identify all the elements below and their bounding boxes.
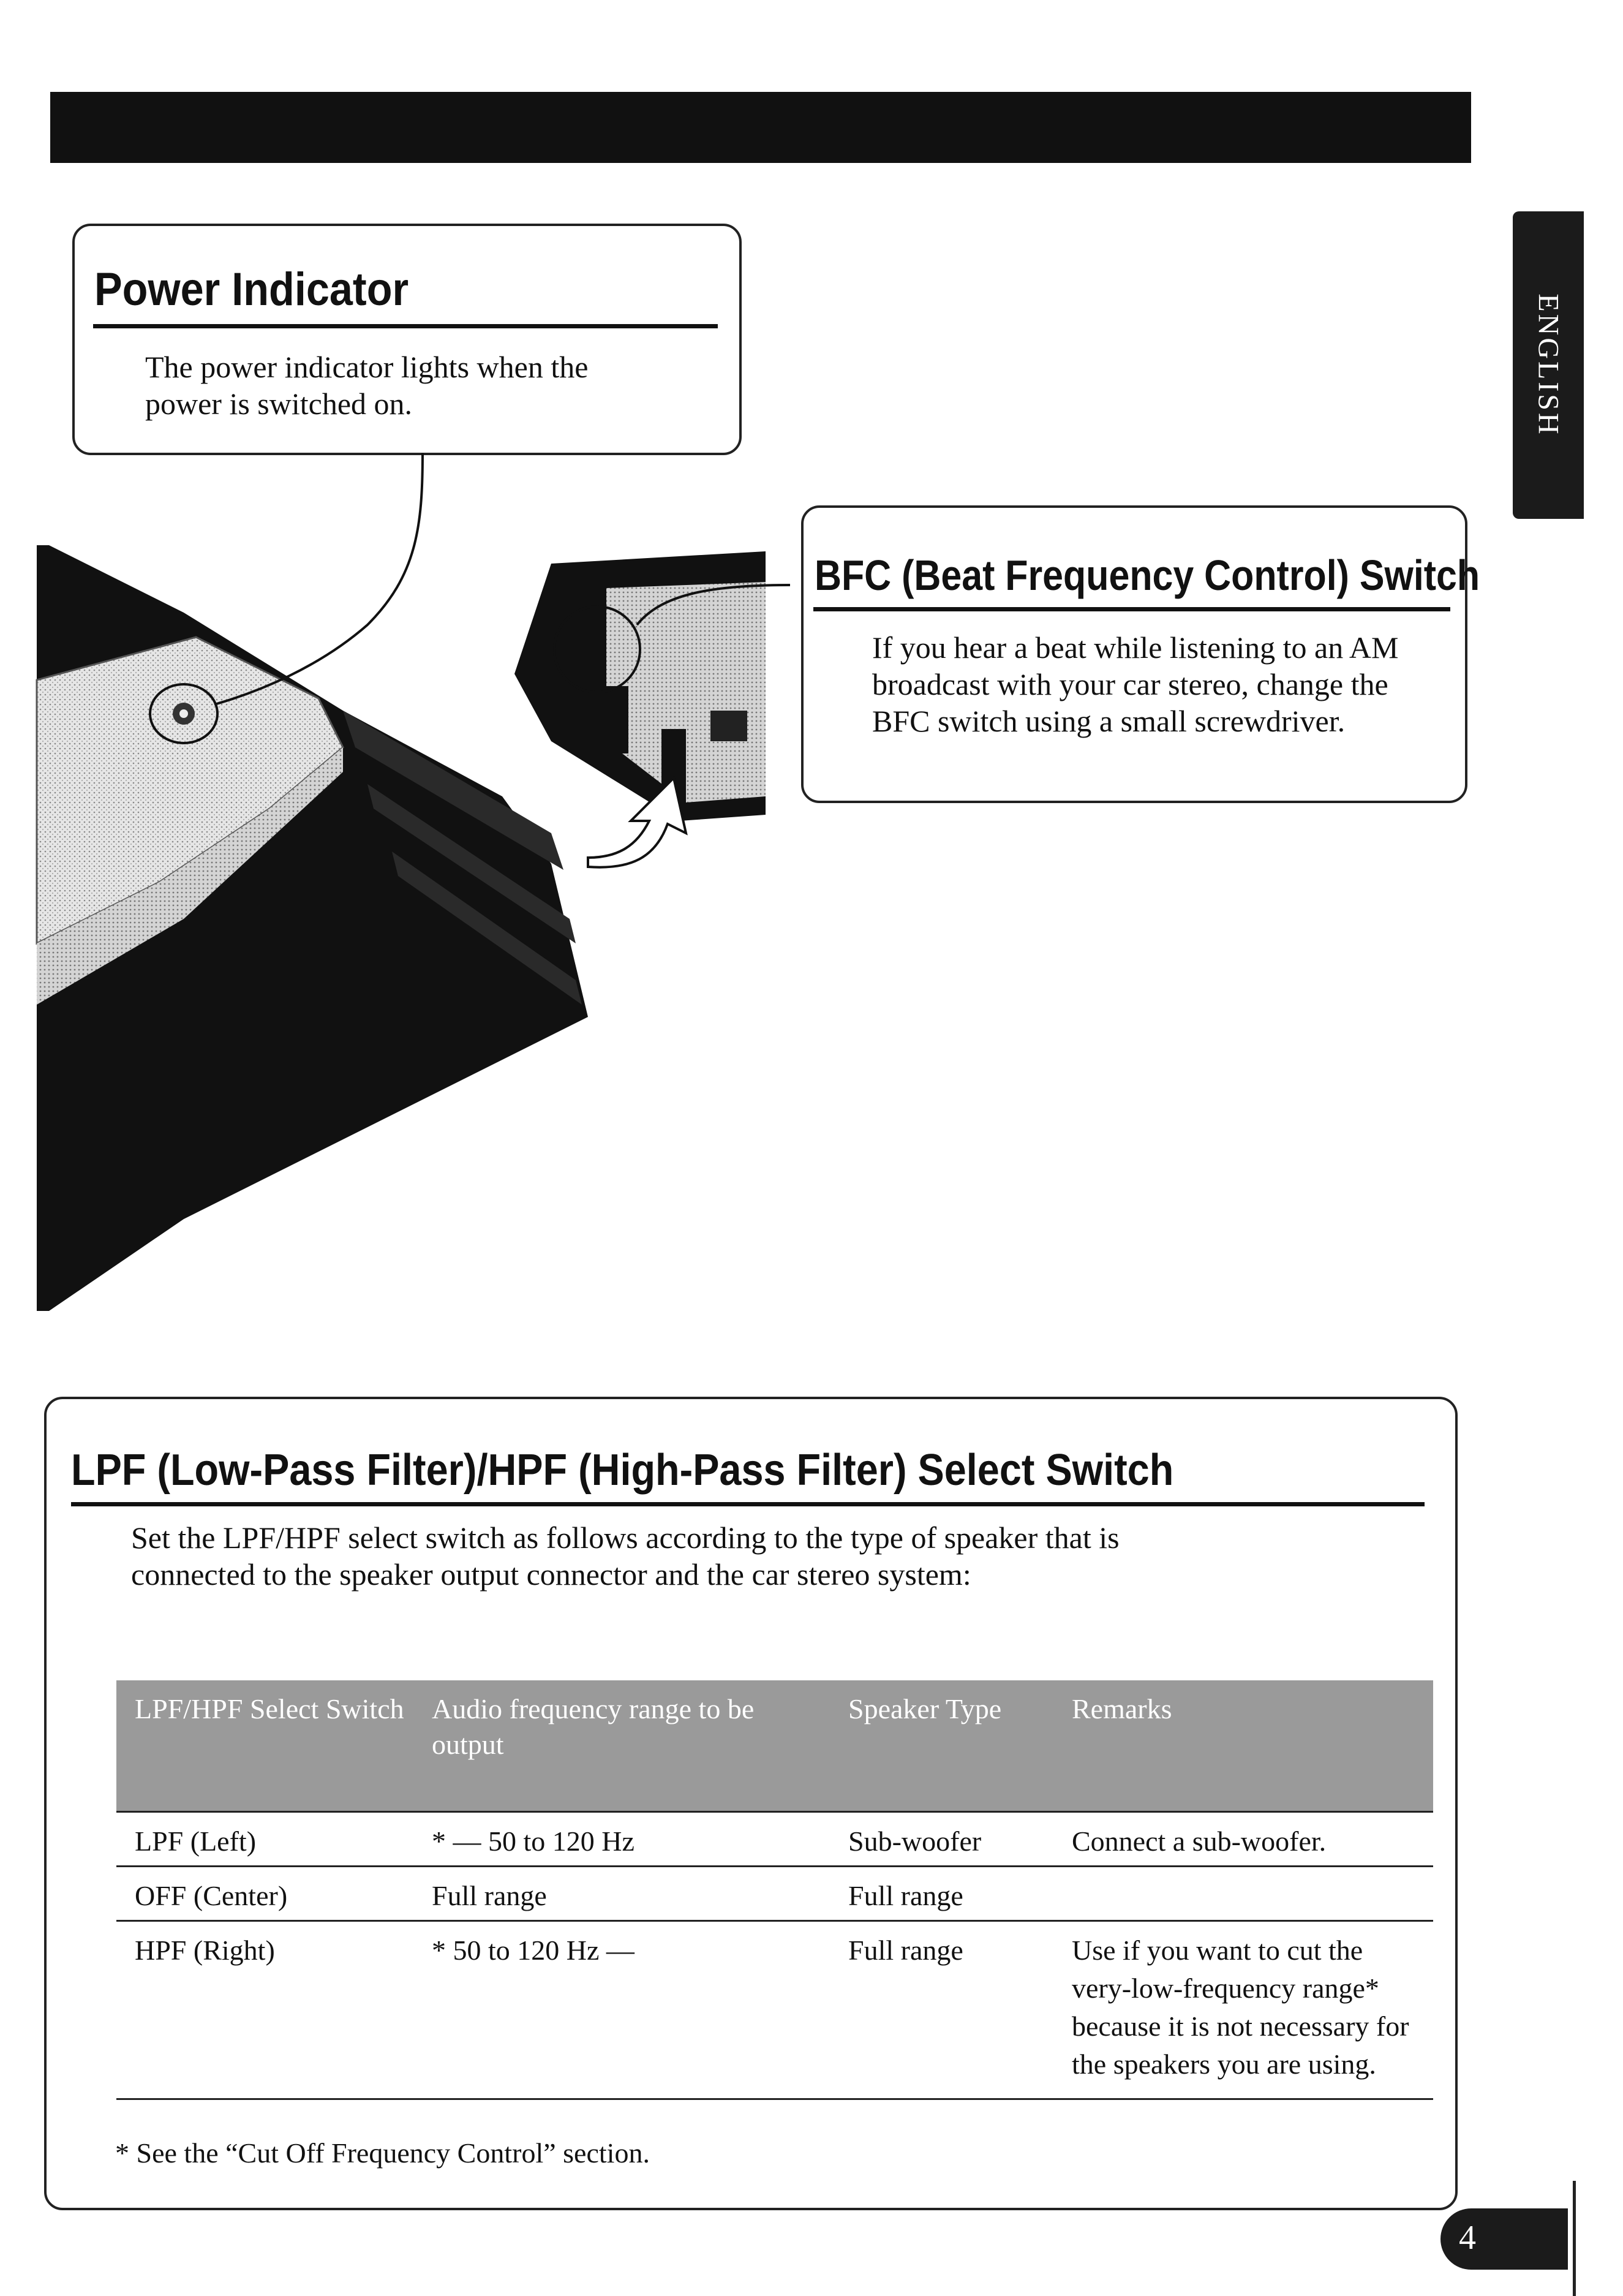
lpf-heading-rule	[71, 1502, 1425, 1506]
table-row	[116, 1867, 1433, 1921]
power-indicator-text: The power indicator lights when the power is switched on.	[145, 350, 589, 421]
header-remarks: Remarks	[1053, 1680, 1433, 1812]
top-black-bar	[50, 92, 1471, 163]
page-edge-line	[1573, 2181, 1576, 2296]
lpf-hpf-text: Set the LPF/HPF select switch as follows according to the type of speaker that is connected to the speaker output connector and the car stereo system:	[131, 1520, 1120, 1592]
power-indicator-heading: Power Indicator	[94, 263, 409, 315]
cell-frequency: Full range	[413, 1867, 830, 1921]
cell-speaker: Full range	[830, 1921, 1053, 2099]
cell-remarks	[1053, 1867, 1433, 1921]
page-number: 4	[1459, 2219, 1476, 2257]
bfc-heading: BFC (Beat Frequency Control) Switch	[815, 551, 1480, 599]
footnote: * See the “Cut Off Frequency Control” section.	[115, 2137, 650, 2169]
cell-switch: LPF (Left)	[116, 1812, 413, 1867]
cell-speaker: Full range	[830, 1867, 1053, 1921]
bfc-callout	[801, 505, 1480, 803]
bfc-heading-rule	[813, 607, 1450, 611]
cell-frequency: * 50 to 120 Hz —	[413, 1921, 830, 2099]
header-switch: LPF/HPF Select Switch	[116, 1680, 413, 1812]
bfc-switch-icon	[606, 686, 628, 753]
lpf-hpf-table	[116, 1680, 1433, 2100]
table-row	[116, 1812, 1433, 1867]
bfc-text: If you hear a beat while listening to an AM broadcast with your car stereo, change the BFC switch using a small screwdriver.	[872, 630, 1399, 738]
table-row	[116, 1921, 1433, 2099]
power-heading-rule	[93, 324, 718, 328]
amplifier-illustration	[0, 453, 790, 1335]
cell-switch: HPF (Right)	[116, 1921, 413, 2099]
cell-frequency: * — 50 to 120 Hz	[413, 1812, 830, 1867]
table-header-row	[116, 1680, 1433, 1812]
header-speaker-type: Speaker Type	[830, 1680, 1053, 1812]
cell-switch: OFF (Center)	[116, 1867, 413, 1921]
language-tab	[1513, 211, 1584, 519]
cell-remarks: Connect a sub-woofer.	[1053, 1812, 1433, 1867]
lpf-hpf-heading: LPF (Low-Pass Filter)/HPF (High-Pass Filter) Select Switch	[71, 1446, 1174, 1495]
language-tab-label: ENGLISH	[1532, 293, 1565, 437]
page-number-tab	[1440, 2208, 1568, 2270]
cell-speaker: Sub-woofer	[830, 1812, 1053, 1867]
header-frequency-range: Audio frequency range to be output	[413, 1680, 830, 1812]
power-indicator-callout	[72, 224, 742, 455]
cell-remarks: Use if you want to cut the very-low-frequency range* because it is not necessary for the speakers you are using.	[1053, 1921, 1433, 2099]
